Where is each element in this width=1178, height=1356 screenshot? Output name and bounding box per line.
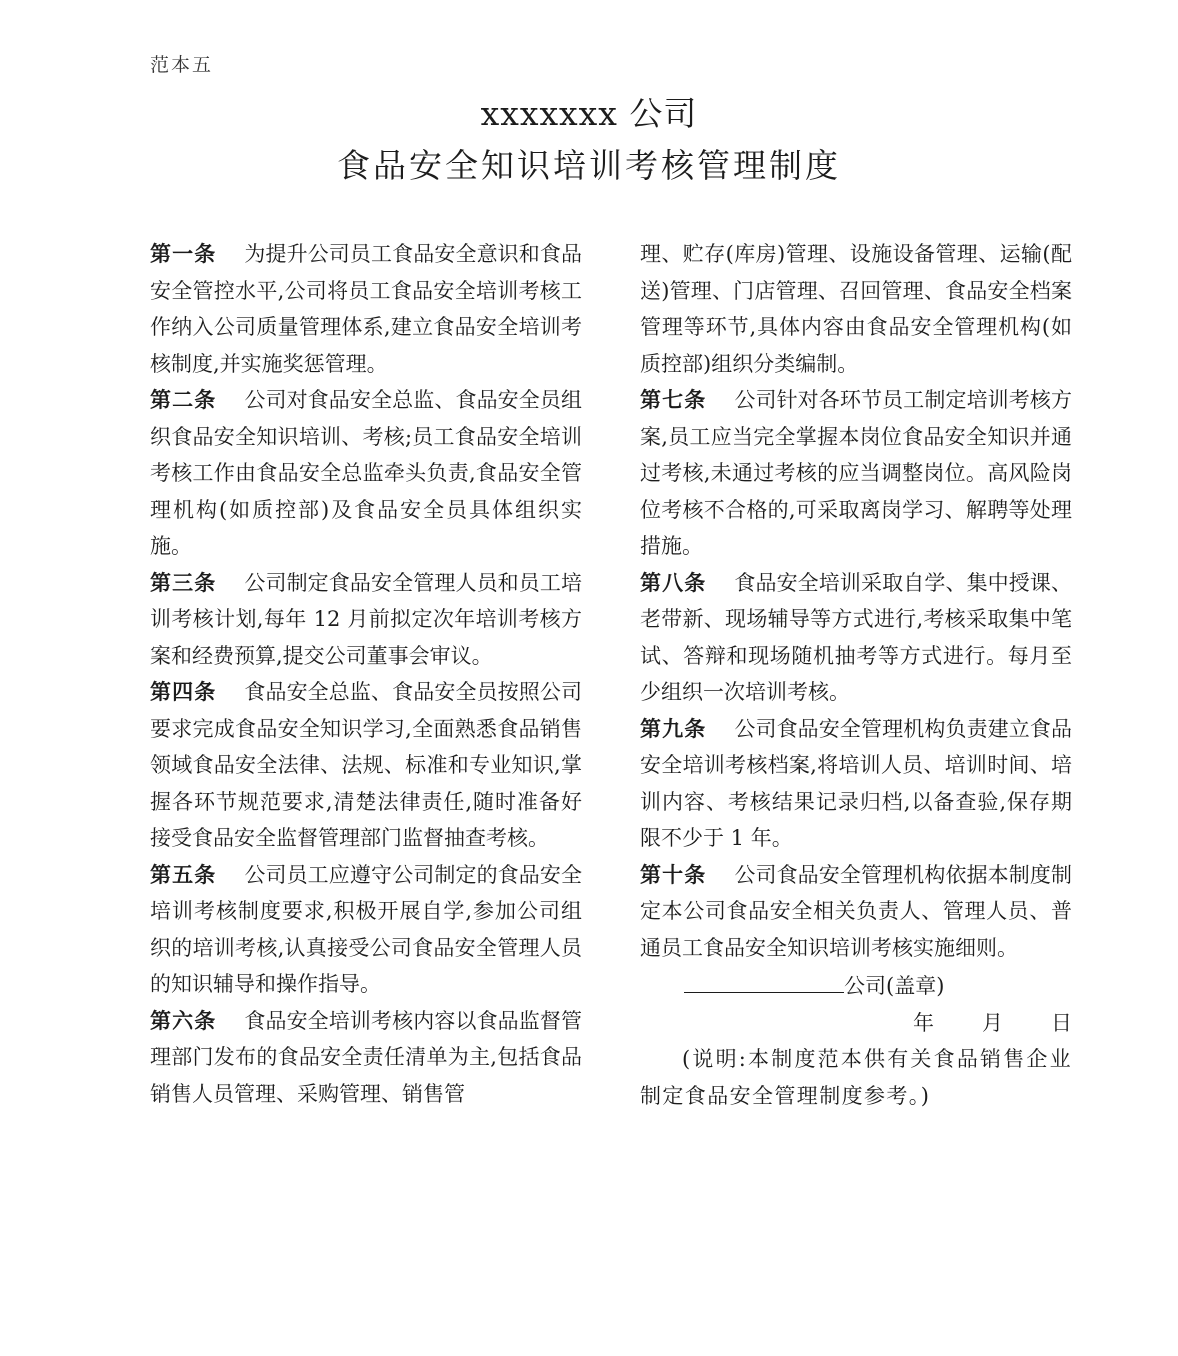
article-number: 第三条 xyxy=(150,570,217,595)
company-seal-label: 公司(盖章) xyxy=(844,974,945,998)
day-label: 日 xyxy=(1051,1010,1072,1035)
article-number: 第十条 xyxy=(640,862,707,887)
article-number: 第六条 xyxy=(150,1008,217,1033)
article-1 xyxy=(150,236,582,382)
article-text: 公司针对各环节员工制定培训考核方案,员工应当完全掌握本岗位食品安全知识并通过考核,未通过考核的应当调整岗位。高风险岗位考核不合格的,可采取离岗学习、解聘等处理措施。 xyxy=(640,388,1073,558)
article-5 xyxy=(150,857,582,1003)
article-text: 食品安全总监、食品安全员按照公司要求完成食品安全知识学习,全面熟悉食品销售领域食品安全法律、法规、标准和专业知识,掌握各环节规范要求,清楚法律责任,随时准备好接受食品安全监督管理部门监督抽查考核。 xyxy=(150,680,583,850)
month-label: 月 xyxy=(982,1010,1003,1035)
year-label: 年 xyxy=(913,1010,934,1035)
right-column xyxy=(640,236,1072,1114)
article-number: 第九条 xyxy=(640,716,707,741)
document-title: 食品安全知识培训考核管理制度 xyxy=(337,146,841,185)
article-number: 第五条 xyxy=(150,862,217,887)
article-2 xyxy=(150,382,582,565)
article-number: 第一条 xyxy=(150,242,217,266)
company-title: xxxxxxx 公司 xyxy=(480,94,698,133)
article-text: 公司制定食品安全管理人员和员工培训考核计划,每年 12 月前拟定次年培训考核方案和经费预算,提交公司董事会审议。 xyxy=(150,570,583,668)
signature-blank xyxy=(684,974,844,993)
article-text: 公司对食品安全总监、食品安全员组织食品安全知识培训、考核;员工食品安全培训考核工作由食品安全总监牵头负责,食品安全管理机构(如质控部)及食品安全员具体组织实施。 xyxy=(150,388,583,558)
left-column xyxy=(150,236,582,1112)
article-text: 食品安全培训采取自学、集中授课、老带新、现场辅导等方式进行,考核采取集中笔试、答辩和现场随机抽考等方式进行。每月至少组织一次培训考核。 xyxy=(640,570,1073,704)
article-10 xyxy=(640,857,1072,967)
article-9 xyxy=(640,711,1072,857)
article-text: 公司食品安全管理机构负责建立食品安全培训考核档案,将培训人员、培训时间、培训内容、考核结果记录归档,以备查验,保存期限不少于 1 年。 xyxy=(640,716,1073,850)
article-text: 为提升公司员工食品安全意识和食品安全管控水平,公司将员工食品安全培训考核工作纳入公司质量管理体系,建立食品安全培训考核制度,并实施奖惩管理。 xyxy=(150,242,583,376)
article-number: 第二条 xyxy=(150,388,217,412)
article-8 xyxy=(640,565,1072,711)
article-6-continued: 理、贮存(库房)管理、设施设备管理、运输(配送)管理、门店管理、召回管理、食品安全档案管理等环节,具体内容由食品安全管理机构(如质控部)组织分类编制。 xyxy=(640,242,1072,376)
article-number: 第七条 xyxy=(640,388,707,412)
page-label: 范本五 xyxy=(150,54,214,76)
article-text: 公司员工应遵守公司制定的食品安全培训考核制度要求,积极开展自学,参加公司组织的培训考核,认真接受公司食品安全管理人员的知识辅导和操作指导。 xyxy=(150,862,583,996)
title-block xyxy=(0,88,1178,192)
company-seal-line xyxy=(640,968,1072,1005)
article-3 xyxy=(150,565,582,675)
explanatory-note: (说明:本制度范本供有关食品销售企业制定食品安全管理制度参考。) xyxy=(640,1047,1072,1108)
article-number: 第八条 xyxy=(640,570,707,595)
article-4 xyxy=(150,674,582,857)
article-6 xyxy=(150,1003,582,1113)
article-7 xyxy=(640,382,1072,565)
article-text: 公司食品安全管理机构依据本制度制定本公司食品安全相关负责人、管理人员、普通员工食品安全知识培训考核实施细则。 xyxy=(640,862,1073,960)
article-text: 食品安全培训考核内容以食品监督管理部门发布的食品安全责任清单为主,包括食品销售人员管理、采购管理、销售管 xyxy=(150,1008,583,1106)
article-number: 第四条 xyxy=(150,680,217,704)
date-line xyxy=(640,1005,1072,1042)
